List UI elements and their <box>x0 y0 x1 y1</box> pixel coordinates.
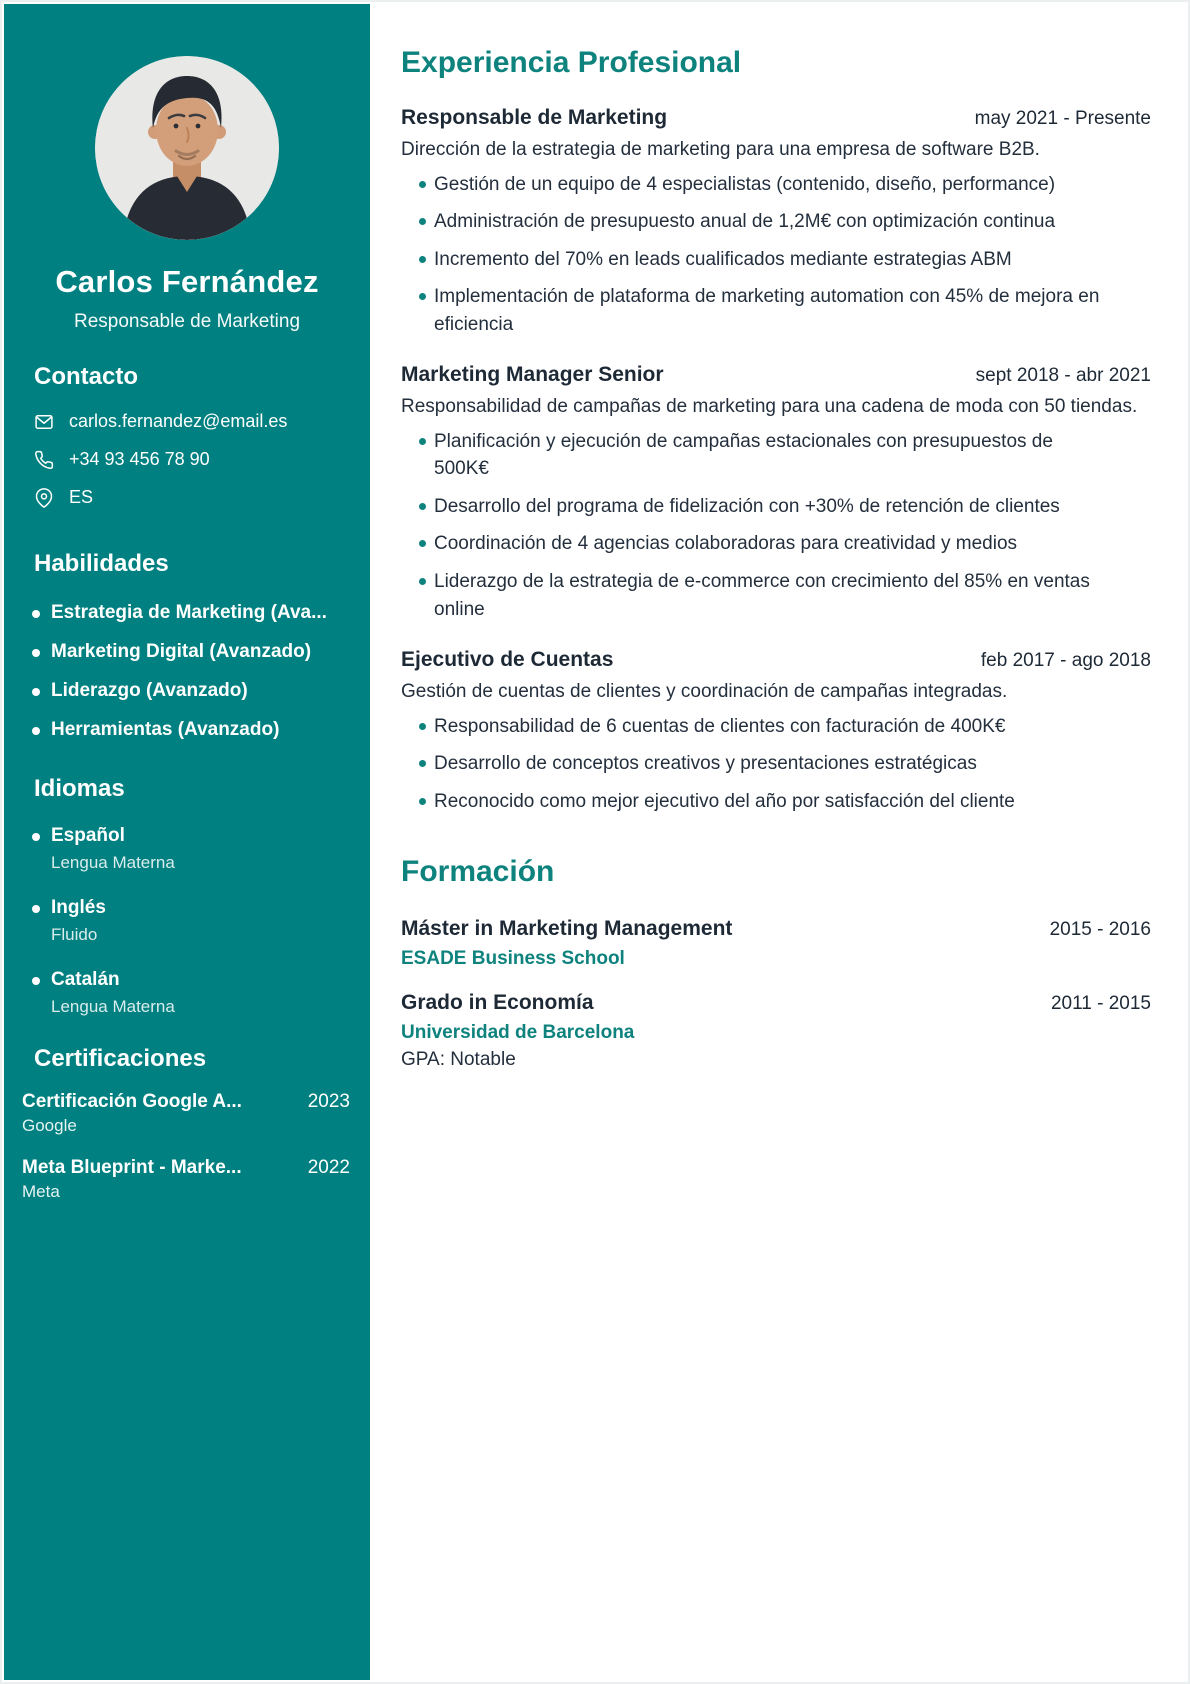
skill-item: Marketing Digital (Avanzado) <box>32 641 370 663</box>
language-name: Catalán <box>32 969 370 991</box>
job-bullet: Responsabilidad de 6 cuentas de clientes con facturación de 400K€ <box>401 713 1101 741</box>
job-title: Marketing Manager Senior <box>401 363 664 387</box>
email-icon <box>34 412 54 432</box>
education-entry <box>401 991 1151 1071</box>
certification-year: 2022 <box>307 1157 350 1178</box>
job-bullet: Implementación de plataforma de marketing automation con 45% de mejora en eficiencia <box>401 283 1101 338</box>
job-bullet: Reconocido como mejor ejecutivo del año por satisfacción del cliente <box>401 788 1101 816</box>
job-entry <box>401 106 1151 338</box>
language-item <box>32 897 370 945</box>
certification-issuer: Google <box>22 1116 77 1135</box>
job-dates: feb 2017 - ago 2018 <box>980 650 1151 672</box>
person-role: Responsable de Marketing <box>73 311 301 332</box>
person-name: Carlos Fernández <box>55 264 319 299</box>
languages-heading: Idiomas <box>34 775 125 802</box>
contact-item-location <box>34 487 370 508</box>
job-header <box>401 106 1151 130</box>
language-item <box>32 969 370 1017</box>
language-level: Lengua Materna <box>51 997 175 1016</box>
education-title: Máster in Marketing Management <box>401 917 733 941</box>
language-name: Inglés <box>32 897 370 919</box>
certification-year: 2023 <box>307 1091 350 1112</box>
certification-title: Meta Blueprint - Marke... <box>22 1157 242 1178</box>
job-header <box>401 363 1151 387</box>
job-title: Responsable de Marketing <box>401 106 668 129</box>
education-dates: 2015 - 2016 <box>1049 919 1151 941</box>
education-institution: Universidad de Barcelona <box>401 1022 635 1044</box>
contact-heading: Contacto <box>34 363 138 390</box>
contact-email-text: carlos.fernandez@email.es <box>69 411 288 431</box>
job-dates: sept 2018 - abr 2021 <box>975 365 1151 387</box>
job-bullet: Liderazgo de la estrategia de e-commerce con crecimiento del 85% en ventas online <box>401 568 1101 623</box>
avatar-illustration <box>95 56 279 240</box>
job-bullet: Coordinación de 4 agencias colaboradoras para creatividad y medios <box>401 530 1101 558</box>
phone-icon <box>34 450 54 470</box>
language-name: Español <box>32 825 370 847</box>
skill-item: Estrategia de Marketing (Ava... <box>32 602 370 624</box>
certification-row <box>22 1157 350 1179</box>
job-summary: Responsabilidad de campañas de marketing para una cadena de moda con 50 tiendas. <box>401 396 1138 418</box>
certification-issuer: Meta <box>22 1182 60 1201</box>
skill-item: Herramientas (Avanzado) <box>32 719 370 741</box>
contact-location-text: ES <box>69 487 94 507</box>
languages-list <box>32 825 370 1017</box>
education-gpa: GPA: Notable <box>401 1049 516 1071</box>
contact-item-email <box>34 411 370 432</box>
education-entry <box>401 917 1151 970</box>
job-header <box>401 648 1151 672</box>
job-entry <box>401 363 1151 623</box>
job-bullet: Administración de presupuesto anual de 1,2M€ con optimización continua <box>401 208 1101 236</box>
education-header <box>401 991 1151 1015</box>
job-bullets <box>401 713 1151 816</box>
main-content <box>370 4 1186 1680</box>
education-header <box>401 917 1151 941</box>
job-bullet: Desarrollo de conceptos creativos y presentaciones estratégicas <box>401 750 1101 778</box>
job-bullets <box>401 171 1151 339</box>
language-item <box>32 825 370 873</box>
experience-section-title: Experiencia Profesional <box>401 46 742 79</box>
resume-page <box>4 4 1186 1680</box>
job-bullet: Gestión de un equipo de 4 especialistas (contenido, diseño, performance) <box>401 171 1101 199</box>
education-institution: ESADE Business School <box>401 948 625 970</box>
skills-heading: Habilidades <box>34 550 169 577</box>
job-summary: Gestión de cuentas de clientes y coordinación de campañas integradas. <box>401 681 1008 703</box>
certification-item <box>22 1157 350 1202</box>
location-icon <box>34 488 54 508</box>
contact-phone-text: +34 93 456 78 90 <box>69 449 210 469</box>
avatar <box>95 56 279 240</box>
skills-list <box>32 602 370 741</box>
certifications-list <box>22 1091 350 1202</box>
job-bullets <box>401 428 1151 623</box>
education-dates: 2011 - 2015 <box>1050 993 1151 1015</box>
education-title: Grado in Economía <box>401 991 594 1015</box>
sidebar <box>4 4 370 1680</box>
job-summary: Dirección de la estrategia de marketing para una empresa de software B2B. <box>401 139 1040 160</box>
job-dates: may 2021 - Presente <box>974 108 1151 129</box>
contact-item-phone <box>34 449 370 470</box>
language-level: Lengua Materna <box>51 853 175 872</box>
education-section-title: Formación <box>401 855 555 889</box>
certification-title: Certificación Google A... <box>22 1091 242 1112</box>
job-bullet: Incremento del 70% en leads cualificados mediante estrategias ABM <box>401 246 1101 274</box>
certifications-heading: Certificaciones <box>34 1045 207 1072</box>
job-bullet: Desarrollo del programa de fidelización con +30% de retención de clientes <box>401 493 1101 521</box>
skill-item: Liderazgo (Avanzado) <box>32 680 370 702</box>
certification-row <box>22 1091 350 1113</box>
job-title: Ejecutivo de Cuentas <box>401 648 614 672</box>
job-entry <box>401 648 1151 815</box>
job-bullet: Planificación y ejecución de campañas estacionales con presupuestos de 500K€ <box>401 428 1101 483</box>
contact-list <box>34 411 370 508</box>
language-level: Fluido <box>51 925 98 944</box>
certification-item <box>22 1091 350 1136</box>
